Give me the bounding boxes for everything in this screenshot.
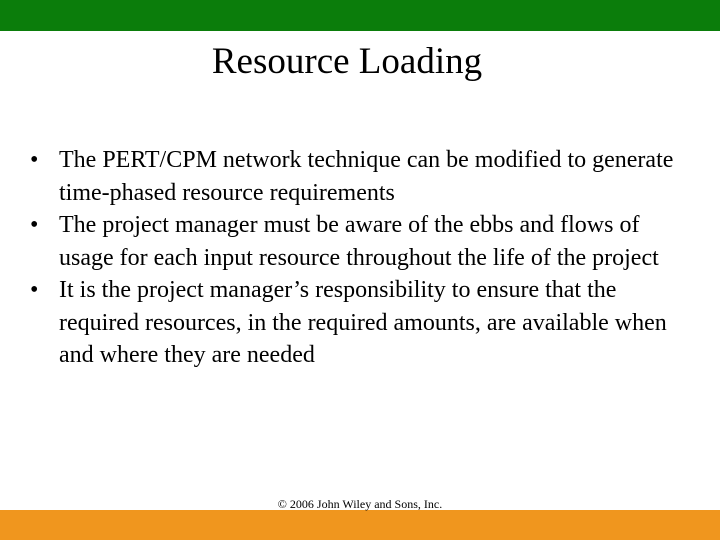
bullet-item-1: [30, 144, 680, 209]
bullet-text: It is the project manager’s responsibility to ensure that the required resources, in the required amounts, are available when and where they are needed: [59, 277, 667, 368]
slide-title: Resource Loading: [211, 41, 483, 82]
bottom-accent-bar: [0, 510, 720, 540]
top-accent-bar: [0, 0, 720, 31]
bullet-text: The project manager must be aware of the ebbs and flows of usage for each input resource throughout the life of the project: [59, 212, 659, 271]
bullet-icon: •: [30, 212, 39, 238]
bullet-icon: •: [30, 147, 39, 173]
bullet-list: [30, 144, 680, 372]
copyright-footer: © 2006 John Wiley and Sons, Inc.: [277, 497, 443, 511]
bullet-text: The PERT/CPM network technique can be modified to generate time-phased resource requirements: [59, 147, 674, 206]
bullet-item-2: [30, 209, 680, 274]
bullet-item-3: [30, 274, 680, 372]
bullet-icon: •: [30, 277, 39, 303]
